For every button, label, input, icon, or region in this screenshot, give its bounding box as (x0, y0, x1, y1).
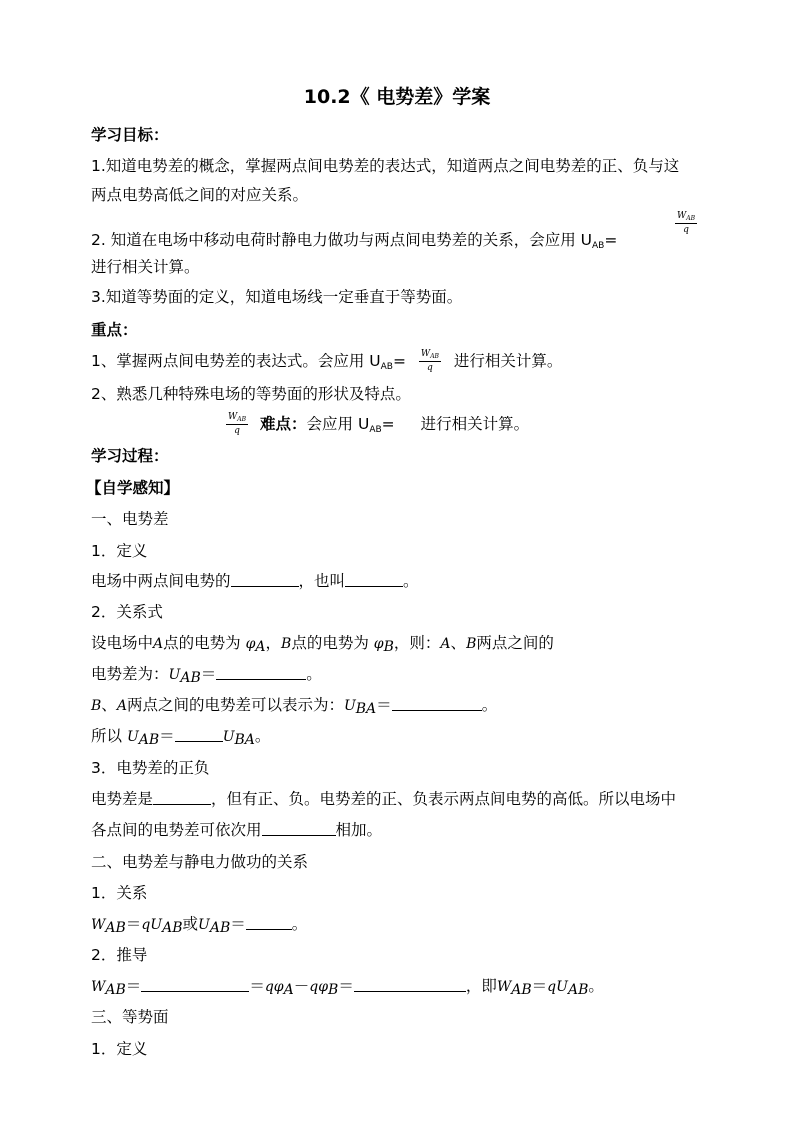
section-1-2-heading: 2．关系式 (91, 603, 163, 621)
equals: ＝ (376, 696, 392, 714)
symbol-ab-sub: AB (105, 982, 126, 998)
section-1-1-heading: 1．定义 (91, 542, 148, 560)
key-point-1-text: 1、掌握两点间电势差的表达式。会应用 U (91, 352, 381, 370)
relation-line-2 (91, 663, 322, 686)
difficulty-label: 难点： (260, 415, 307, 433)
text: 。 (403, 572, 419, 590)
fill-blank[interactable] (262, 820, 336, 836)
text: ，但有正、负。电势差的正、负表示两点间电势的高低。所以电场中 (211, 790, 677, 808)
formula-subscript: AB (592, 241, 605, 251)
fraction-numerator: W (677, 211, 687, 221)
equals: ＝ (125, 915, 142, 933)
objective-2-line-2: 进行相关计算。 (91, 258, 200, 276)
symbol-ab-sub: AB (105, 920, 126, 936)
formula-equals: = (381, 415, 395, 433)
symbol-phi: φ (318, 979, 329, 995)
fill-blank[interactable] (354, 976, 466, 992)
text: ，也叫 (298, 572, 346, 590)
formula-subscript: AB (380, 362, 393, 372)
symbol-ba-sub: BA (234, 732, 255, 748)
fraction-numerator: W (420, 349, 431, 359)
formula-equals: = (604, 231, 618, 249)
fill-blank[interactable] (141, 976, 249, 992)
text: 各点间的电势差可依次用 (91, 821, 262, 839)
equals: ＝ (230, 915, 246, 933)
formula-fraction (226, 413, 248, 436)
sign-line-1 (91, 788, 676, 810)
formula-equals: = (392, 352, 406, 370)
self-study-heading: 【自学感知】 (86, 479, 180, 497)
text: 、 (450, 634, 467, 652)
objective-1-line-2: 两点电势高低之间的对应关系。 (91, 186, 309, 204)
definition-line (91, 570, 419, 592)
symbol-ba-sub: BA (355, 701, 377, 717)
symbol-b-sub: B (328, 982, 339, 998)
symbol-phi: φ (373, 636, 384, 652)
text: 。 (254, 727, 271, 745)
text: 或 (182, 915, 199, 933)
symbol-q: q (547, 979, 557, 995)
difficulty-line (226, 413, 529, 436)
section-2-2-heading: 2．推导 (91, 946, 148, 964)
section-1-3-heading: 3．电势差的正负 (91, 759, 210, 777)
symbol-phi: φ (273, 979, 284, 995)
fraction-numerator: W (228, 412, 238, 422)
minus: － (293, 977, 310, 995)
fill-blank[interactable] (345, 571, 403, 587)
fill-blank[interactable] (153, 789, 211, 805)
fraction-numerator-sub: AB (237, 416, 247, 423)
symbol-u: U (150, 917, 163, 933)
sign-line-2 (91, 819, 382, 841)
text: 所以 (91, 727, 123, 745)
symbol-u: U (343, 698, 356, 714)
symbol-a: A (440, 636, 451, 652)
key-point-2: 2、熟悉几种特殊电场的等势面的形状及特点。 (91, 385, 411, 403)
objectives-heading: 学习目标： (91, 126, 169, 144)
relation-line-1 (91, 632, 554, 655)
text: 。 (306, 665, 322, 683)
section-2-1-heading: 1．关系 (91, 884, 148, 902)
symbol-w: W (91, 979, 106, 995)
fill-blank[interactable] (392, 695, 482, 711)
formula-subscript: AB (369, 425, 382, 435)
symbol-ab-sub: AB (138, 732, 160, 748)
symbol-w: W (496, 979, 512, 995)
symbol-u: U (198, 917, 210, 933)
text: ，则： (393, 634, 441, 652)
key-points-heading: 重点： (91, 321, 138, 339)
symbol-ab-sub: AB (209, 920, 231, 936)
formula-fraction (419, 350, 441, 373)
page-title: 10.2《 电势差》学案 (303, 86, 491, 108)
fraction-denominator: q (427, 363, 433, 373)
symbol-u: U (168, 667, 181, 683)
equals: ＝ (249, 977, 265, 995)
section-3-heading: 三、等势面 (91, 1008, 169, 1026)
section-2-heading: 二、电势差与静电力做功的关系 (91, 853, 309, 871)
objective-3: 3.知道等势面的定义，知道电场线一定垂直于等势面。 (91, 288, 463, 306)
fill-blank[interactable] (246, 914, 292, 930)
symbol-q: q (309, 979, 319, 995)
symbol-ab-sub: AB (511, 982, 532, 998)
section-3-1-heading: 1．定义 (91, 1040, 148, 1058)
text: 。 (481, 696, 498, 714)
symbol-ab-sub: AB (567, 982, 589, 998)
difficulty-post: 进行相关计算。 (420, 415, 530, 433)
text: 、 (101, 696, 117, 714)
text: ， (265, 634, 282, 652)
fill-blank[interactable] (216, 664, 306, 680)
fill-blank[interactable] (231, 571, 299, 587)
key-point-1 (91, 350, 562, 373)
fraction-denominator: q (234, 426, 240, 436)
text: 两点之间的 (476, 634, 554, 652)
objective-2-line-1 (91, 229, 617, 251)
text: 电势差为： (91, 665, 169, 683)
process-heading: 学习过程： (91, 447, 169, 465)
text: 两点之间的电势差可以表示为： (126, 696, 344, 714)
symbol-a: A (116, 698, 127, 714)
derivation-line (91, 975, 604, 998)
symbol-w: W (91, 917, 106, 933)
text: 相加。 (335, 821, 383, 839)
equals: ＝ (531, 977, 548, 995)
formula-fraction (675, 212, 697, 235)
equals: ＝ (125, 977, 142, 995)
key-point-1-post: 进行相关计算。 (453, 352, 563, 370)
symbol-u: U (126, 729, 139, 745)
difficulty-text: 会应用 U (306, 415, 370, 433)
text: 电势差是 (91, 790, 154, 808)
text: 。 (291, 915, 308, 933)
fill-blank[interactable] (175, 726, 223, 742)
symbol-b: B (466, 636, 477, 652)
symbol-a: A (153, 636, 164, 652)
section-1-heading: 一、电势差 (91, 510, 169, 528)
symbol-ab-sub: AB (162, 920, 183, 936)
symbol-b-sub: B (383, 639, 394, 655)
symbol-a-sub: A (283, 982, 294, 998)
symbol-a-sub: A (255, 639, 266, 655)
relation-line-3 (91, 694, 497, 717)
symbol-u: U (556, 979, 568, 995)
symbol-ab-sub: AB (180, 670, 201, 686)
relation-line-4 (91, 725, 270, 748)
symbol-u: U (222, 729, 235, 745)
objective-1-line-1: 1.知道电势差的概念，掌握两点间电势差的表达式，知道两点之间电势差的正、负与这 (91, 157, 680, 175)
text: ，即 (465, 977, 497, 995)
symbol-q: q (141, 917, 151, 933)
symbol-b: B (91, 698, 102, 714)
symbol-b: B (281, 636, 292, 652)
fraction-numerator-sub: AB (430, 353, 439, 360)
objective-2-text: 2. 知道在电场中移动电荷时静电力做功与两点间电势差的关系，会应用 U (91, 231, 592, 249)
text: 电场中两点间电势的 (91, 572, 231, 590)
text: 点的电势为 (163, 634, 241, 652)
equals: ＝ (200, 665, 217, 683)
symbol-phi: φ (245, 636, 256, 652)
text: 点的电势为 (291, 634, 369, 652)
symbol-q: q (264, 979, 274, 995)
equals: ＝ (338, 977, 354, 995)
text: 。 (588, 977, 604, 995)
fraction-denominator: q (683, 225, 689, 235)
equals: ＝ (159, 727, 175, 745)
text: 设电场中 (91, 634, 154, 652)
work-relation-line (91, 913, 307, 936)
fraction-numerator-sub: AB (686, 215, 696, 222)
